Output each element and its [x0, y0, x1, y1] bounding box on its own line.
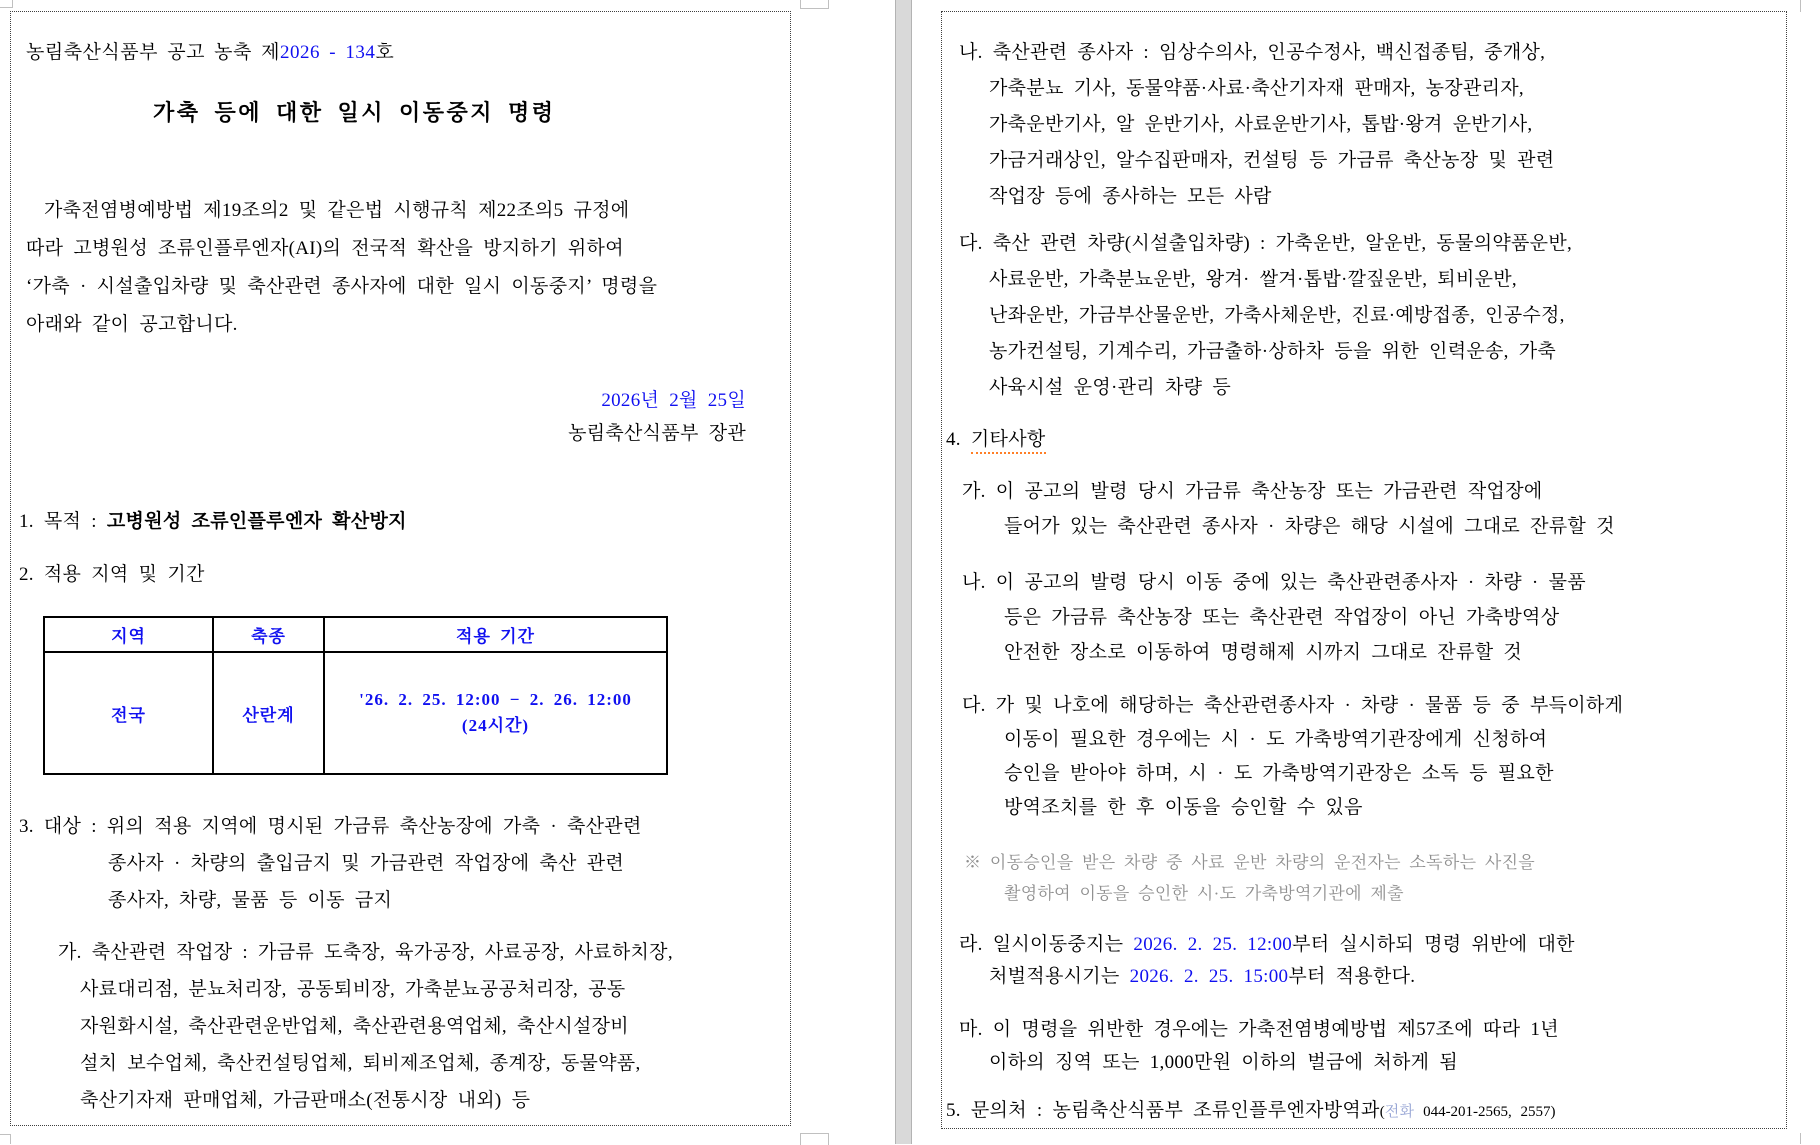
intro-paragraph — [26, 192, 782, 344]
section-3-line: 종사자, 차량, 물품 등 이동 금지 — [108, 890, 393, 911]
ra-text: 부터 적용한다. — [1288, 966, 1416, 987]
purpose-value: 고병원성 조류인플루엔자 확산방지 — [106, 511, 407, 532]
item-4-na-line: 등은 가금류 축산농장 또는 축산관련 작업장이 아닌 가축방역상 — [1004, 607, 1560, 628]
ra-text: 처벌적용시기는 — [989, 966, 1130, 987]
section-4-title — [946, 424, 1046, 451]
contact-phone-numbers: 044-201-2565, 2557) — [1414, 1104, 1556, 1120]
page-corner-mark — [1800, 0, 1801, 12]
item-na-line: 가축분뇨 기사, 동물약품·사료·축산기자재 판매자, 농장관리자, — [989, 78, 1524, 99]
contact-phone-label: 전화 — [1384, 1104, 1415, 1120]
note-text: 이동승인을 받은 차량 중 사료 운반 차량의 운전자는 소독하는 사진을 — [989, 853, 1536, 872]
region-period-table — [43, 616, 668, 775]
item-4-da-line: 이동이 필요한 경우에는 시 · 도 가축방역기관장에게 신청하여 — [1004, 729, 1548, 750]
item-4-ga — [962, 474, 1768, 544]
page-corner-mark — [800, 0, 829, 9]
section-1-purpose — [19, 506, 407, 533]
table-cell-region: 전국 — [45, 653, 214, 773]
section-4-number: 4. — [946, 429, 971, 450]
contact-paren: ( — [1379, 1104, 1385, 1120]
item-4-ga-line: 들어가 있는 축산관련 종사자 · 차량은 해당 시설에 그대로 잔류할 것 — [1004, 516, 1615, 537]
item-da-line: 사료운반, 가축분뇨운반, 왕겨· 쌀겨·톱밥·깔짚운반, 퇴비운반, — [989, 269, 1517, 290]
intro-line: 가축전염병예방법 제19조의2 및 같은법 시행규칙 제22조의5 규정에 — [44, 200, 630, 221]
item-4-ma-line: 이하의 징역 또는 1,000만원 이하의 벌금에 처하게 됨 — [989, 1052, 1459, 1073]
item-4-da — [962, 689, 1768, 825]
item-ga-workplaces — [58, 934, 786, 1119]
item-4-da-line: 다. 가 및 나호에 해당하는 축산관련종사자 · 차량 · 물품 등 중 부득이하게 — [962, 695, 1624, 716]
item-4-ma-line: 마. 이 명령을 위반한 경우에는 가축전염병예방법 제57조에 따라 1년 — [959, 1019, 1559, 1040]
table-cell-species: 산란계 — [214, 653, 325, 773]
page-corner-mark — [10, 1134, 11, 1144]
section-3-line: 3. 대상 : 위의 적용 지역에 명시된 가금류 축산농장에 가축 · 축산관련 — [19, 816, 642, 837]
announcement-date: 2026년 2월 25일 — [601, 390, 746, 411]
item-da-line: 난좌운반, 가금부산물운반, 가축사체운반, 진료·예방접종, 인공수정, — [989, 305, 1565, 326]
item-4-da-line: 승인을 받아야 하며, 시 · 도 가축방역기관장은 소독 등 필요한 — [1004, 763, 1554, 784]
item-4-ra-effective-times — [959, 929, 1769, 993]
table-header-row — [45, 618, 666, 653]
section-4-title-text: 기타사항 — [971, 429, 1046, 454]
page-gap-strip — [895, 0, 912, 1144]
section-3-line: 종사자 · 차량의 출입금지 및 가금관련 작업장에 축산 관련 — [108, 853, 625, 874]
item-na-line: 가금거래상인, 알수집판매자, 컨설팅 등 가금류 축산농장 및 관련 — [989, 150, 1555, 171]
item-ga-line: 설치 보수업체, 축산컨설팅업체, 퇴비제조업체, 종계장, 동물약품, — [80, 1053, 641, 1074]
notice-prefix: 농림축산식품부 공고 농축 제 — [26, 42, 280, 63]
note-line: 촬영하여 이동을 승인한 시·도 가축방역기관에 제출 — [1004, 884, 1404, 903]
item-na-line: 작업장 등에 종사하는 모든 사람 — [989, 186, 1272, 207]
period-line-1: '26. 2. 25. 12:00 − 2. 26. 12:00 — [359, 690, 632, 709]
page-corner-mark — [1800, 1133, 1801, 1144]
item-ga-line: 사료대리점, 분뇨처리장, 공동퇴비장, 가축분뇨공공처리장, 공동 — [80, 979, 626, 1000]
notice-number: 2026 - 134 — [280, 42, 376, 63]
intro-line: 아래와 같이 공고합니다. — [26, 314, 238, 335]
page-1[interactable] — [10, 11, 791, 1126]
item-ga-line: 자원화시설, 축산관련운반업체, 축산관련용역업체, 축산시설장비 — [80, 1016, 629, 1037]
item-na-line: 가축운반기사, 알 운반기사, 사료운반기사, 톱밥·왕겨 운반기사, — [989, 114, 1533, 135]
item-da-line: 사육시설 운영·관리 차량 등 — [989, 377, 1231, 398]
intro-line: ‘가축 · 시설출입차량 및 축산관련 종사자에 대한 일시 이동중지’ 명령을 — [26, 276, 658, 297]
section-5-contact — [946, 1095, 1556, 1122]
notice-number-line — [26, 37, 394, 64]
item-4-na-line: 나. 이 공고의 발령 당시 이동 중에 있는 축산관련종사자 · 차량 · 물품 — [962, 572, 1586, 593]
table-header-region: 지역 — [45, 618, 214, 651]
item-ga-line: 축산기자재 판매업체, 가금판매소(전통시장 내외) 등 — [80, 1090, 531, 1111]
item-4-ga-line: 가. 이 공고의 발령 당시 가금류 축산농장 또는 가금관련 작업장에 — [962, 481, 1543, 502]
item-da-vehicles — [959, 226, 1769, 406]
item-4-ma-penalty — [959, 1013, 1769, 1079]
page-corner-mark — [800, 1133, 829, 1145]
note-marker: ※ — [964, 853, 990, 872]
item-na-workers — [959, 35, 1769, 215]
item-da-line: 농가컨설팅, 기계수리, 가금출하·상하차 등을 위한 인력운송, 가축 — [989, 341, 1557, 362]
intro-line: 따라 고병원성 조류인플루엔자(AI)의 전국적 확산을 방지하기 위하여 — [26, 238, 624, 259]
disinfection-photo-note — [964, 847, 1764, 909]
item-da-line: 다. 축산 관련 차량(시설출입차량) : 가축운반, 알운반, 동물의약품운반, — [959, 233, 1573, 254]
page-2[interactable] — [941, 11, 1787, 1129]
item-ga-line: 가. 축산관련 작업장 : 가금류 도축장, 육가공장, 사료공장, 사료하치장, — [58, 942, 673, 963]
period-line-2: (24시간) — [461, 716, 530, 735]
ra-text: 부터 실시하되 명령 위반에 대한 — [1292, 934, 1575, 955]
notice-suffix: 호 — [375, 42, 395, 63]
section-2-title: 2. 적용 지역 및 기간 — [19, 564, 205, 585]
ra-start-datetime: 2026. 2. 25. 12:00 — [1133, 934, 1293, 955]
item-4-ra-line — [959, 929, 1769, 961]
contact-main: 5. 문의처 : 농림축산식품부 조류인플루엔자방역과 — [946, 1100, 1380, 1121]
ra-penalty-datetime: 2026. 2. 25. 15:00 — [1129, 966, 1289, 987]
item-na-line: 나. 축산관련 종사자 : 임상수의사, 인공수정사, 백신접종팀, 중개상, — [959, 42, 1546, 63]
note-line — [964, 847, 1764, 878]
purpose-label: 1. 목적 : — [19, 511, 107, 532]
ra-text: 라. 일시이동중지는 — [959, 934, 1134, 955]
item-4-ra-line — [959, 961, 1769, 993]
table-header-period: 적용 기간 — [456, 627, 535, 646]
document-title: 가축 등에 대한 일시 이동중지 명령 — [153, 100, 556, 125]
table-header-species: 축종 — [214, 618, 325, 651]
signer-minister: 농림축산식품부 장관 — [568, 423, 746, 444]
item-4-da-line: 방역조치를 한 후 이동을 승인할 수 있음 — [1004, 797, 1363, 818]
section-3-target — [19, 808, 783, 919]
table-row — [45, 653, 666, 773]
item-4-na — [962, 565, 1768, 670]
table-cell-period — [325, 653, 666, 773]
page-corner-mark — [12, 0, 13, 8]
item-4-na-line: 안전한 장소로 이동하여 명령해제 시까지 그대로 잔류할 것 — [1004, 642, 1523, 663]
